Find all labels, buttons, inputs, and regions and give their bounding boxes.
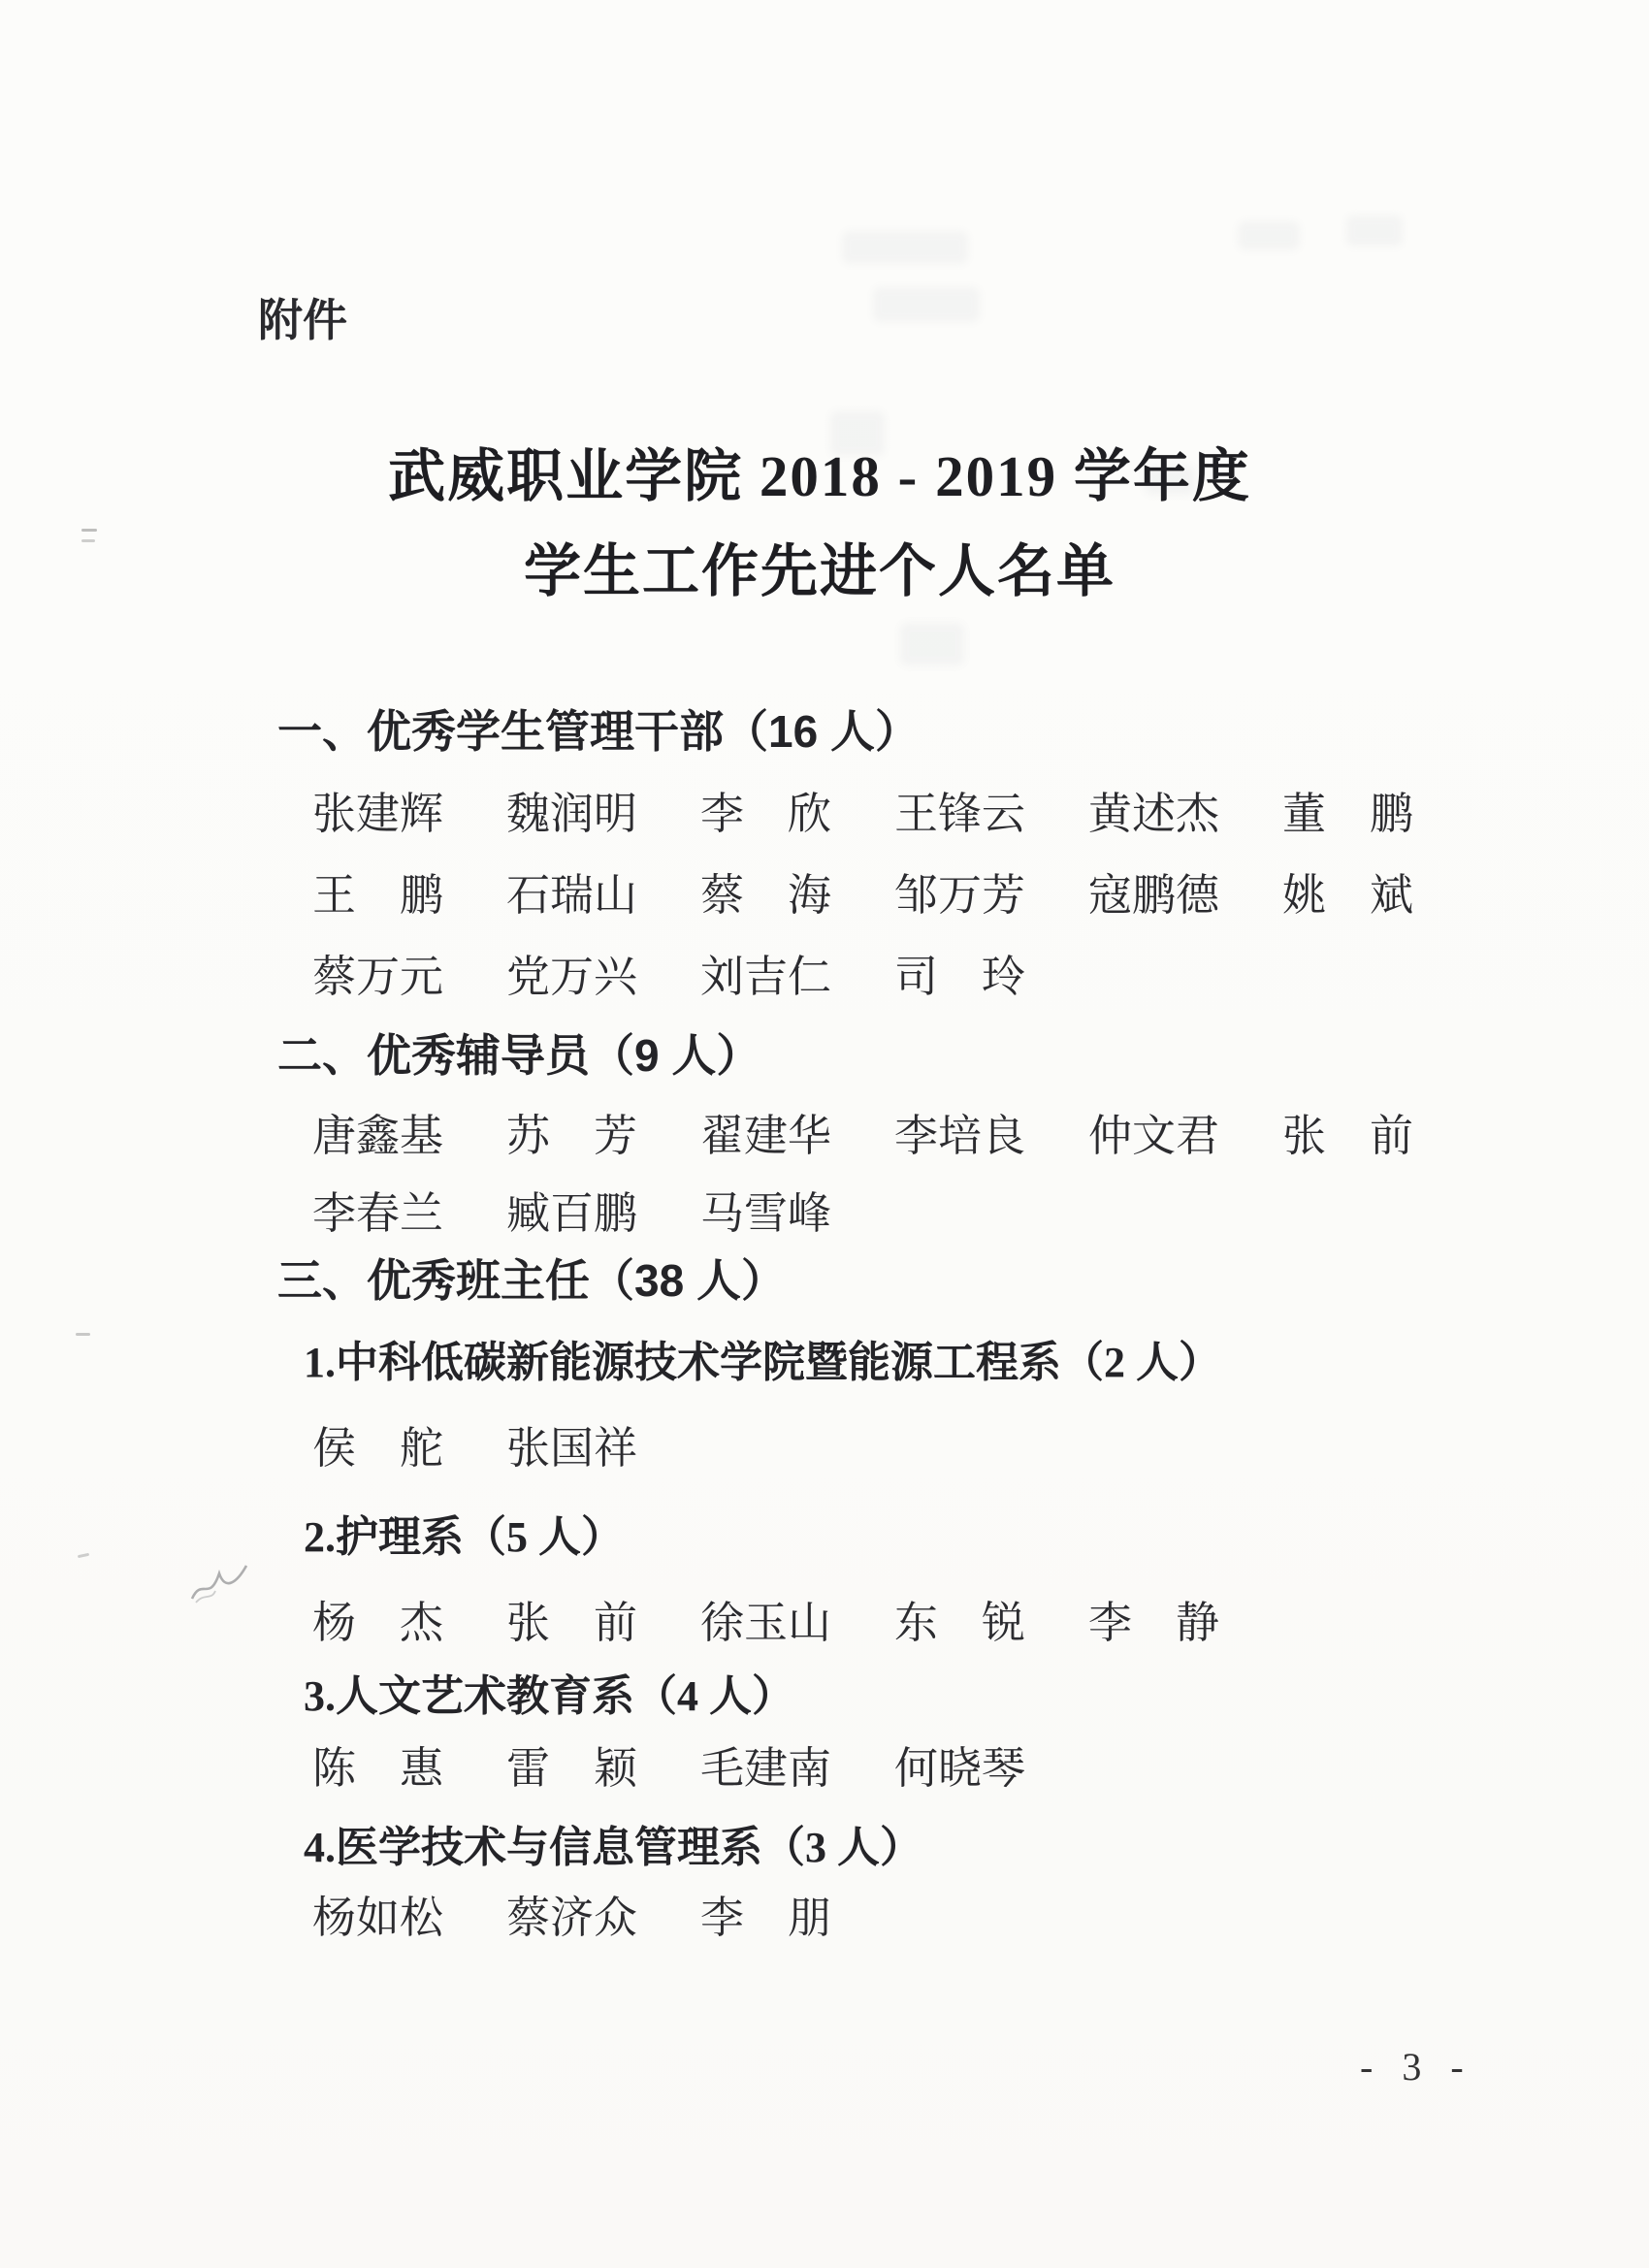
name-row bbox=[312, 1189, 834, 1240]
person-name: 王锋云 bbox=[894, 790, 1026, 838]
person-name: 蔡万元 bbox=[312, 953, 444, 1001]
person-name: 魏润明 bbox=[506, 790, 638, 838]
person-name: 马雪峰 bbox=[700, 1189, 832, 1238]
subsection-1-heading: 1.中科低碳新能源技术学院暨能源工程系（2 人） bbox=[304, 1339, 1221, 1386]
person-name: 张 前 bbox=[506, 1599, 638, 1647]
person-name: 黄述杰 bbox=[1088, 790, 1220, 838]
scan-artifact bbox=[81, 529, 97, 532]
person-name: 侯 舵 bbox=[312, 1424, 444, 1473]
person-name: 司 玲 bbox=[894, 953, 1026, 1001]
person-name: 李 欣 bbox=[700, 790, 832, 838]
person-name: 翟建华 bbox=[700, 1112, 832, 1160]
name-row bbox=[312, 1744, 1028, 1795]
name-row bbox=[312, 1424, 640, 1474]
pen-smudge-artifact bbox=[186, 1558, 254, 1610]
bleedthrough-artifact bbox=[873, 287, 980, 322]
person-name: 姚 斌 bbox=[1282, 871, 1414, 920]
person-name: 毛建南 bbox=[700, 1744, 832, 1793]
person-name: 寇鹏德 bbox=[1088, 871, 1220, 920]
attachment-label: 附件 bbox=[258, 295, 347, 345]
person-name: 徐玉山 bbox=[700, 1599, 832, 1647]
person-name: 臧百鹏 bbox=[506, 1189, 638, 1238]
person-name: 唐鑫基 bbox=[312, 1112, 444, 1160]
name-row bbox=[312, 1599, 1222, 1649]
name-row bbox=[312, 871, 1416, 922]
person-name: 杨如松 bbox=[312, 1894, 444, 1942]
person-name: 蔡 海 bbox=[700, 871, 832, 920]
page-number: - 3 - bbox=[1360, 2045, 1473, 2089]
person-name: 董 鹏 bbox=[1282, 790, 1414, 838]
bleedthrough-artifact bbox=[900, 623, 964, 665]
section-3-heading: 三、优秀班主任（38 人） bbox=[277, 1255, 786, 1306]
bleedthrough-artifact bbox=[1238, 221, 1300, 250]
name-row bbox=[312, 1112, 1416, 1162]
person-name: 蔡济众 bbox=[506, 1894, 638, 1942]
bleedthrough-artifact bbox=[1346, 215, 1403, 246]
person-name: 苏 芳 bbox=[506, 1112, 638, 1160]
section-1-heading: 一、优秀学生管理干部（16 人） bbox=[277, 706, 920, 757]
person-name: 张建辉 bbox=[312, 790, 444, 838]
person-name: 陈 惠 bbox=[312, 1744, 444, 1793]
person-name: 党万兴 bbox=[506, 953, 638, 1001]
person-name: 仲文君 bbox=[1088, 1112, 1220, 1160]
scan-artifact bbox=[81, 539, 95, 542]
person-name: 邹万芳 bbox=[894, 871, 1026, 920]
person-name: 张 前 bbox=[1282, 1112, 1414, 1160]
scan-artifact bbox=[78, 1553, 89, 1558]
name-row bbox=[312, 790, 1416, 840]
name-row bbox=[312, 1894, 834, 1944]
person-name: 张国祥 bbox=[506, 1424, 638, 1473]
doc-title-line1: 武威职业学院 2018 - 2019 学年度 bbox=[388, 444, 1251, 508]
person-name: 李 朋 bbox=[700, 1894, 832, 1942]
name-row bbox=[312, 953, 1028, 1003]
person-name: 石瑞山 bbox=[506, 871, 638, 920]
person-name: 杨 杰 bbox=[312, 1599, 444, 1647]
section-2-heading: 二、优秀辅导员（9 人） bbox=[277, 1030, 761, 1081]
person-name: 李培良 bbox=[894, 1112, 1026, 1160]
subsection-4-heading: 4.医学技术与信息管理系（3 人） bbox=[304, 1824, 922, 1871]
scan-artifact bbox=[76, 1333, 90, 1336]
person-name: 雷 颖 bbox=[506, 1744, 638, 1793]
doc-title-line2: 学生工作先进个人名单 bbox=[523, 539, 1116, 603]
subsection-3-heading: 3.人文艺术教育系（4 人） bbox=[304, 1672, 794, 1720]
person-name: 李 静 bbox=[1088, 1599, 1220, 1647]
person-name: 刘吉仁 bbox=[700, 953, 832, 1001]
subsection-2-heading: 2.护理系（5 人） bbox=[304, 1513, 624, 1561]
person-name: 何晓琴 bbox=[894, 1744, 1026, 1793]
person-name: 东 锐 bbox=[894, 1599, 1026, 1647]
bleedthrough-artifact bbox=[842, 231, 968, 264]
person-name: 王 鹏 bbox=[312, 871, 444, 920]
person-name: 李春兰 bbox=[312, 1189, 444, 1238]
